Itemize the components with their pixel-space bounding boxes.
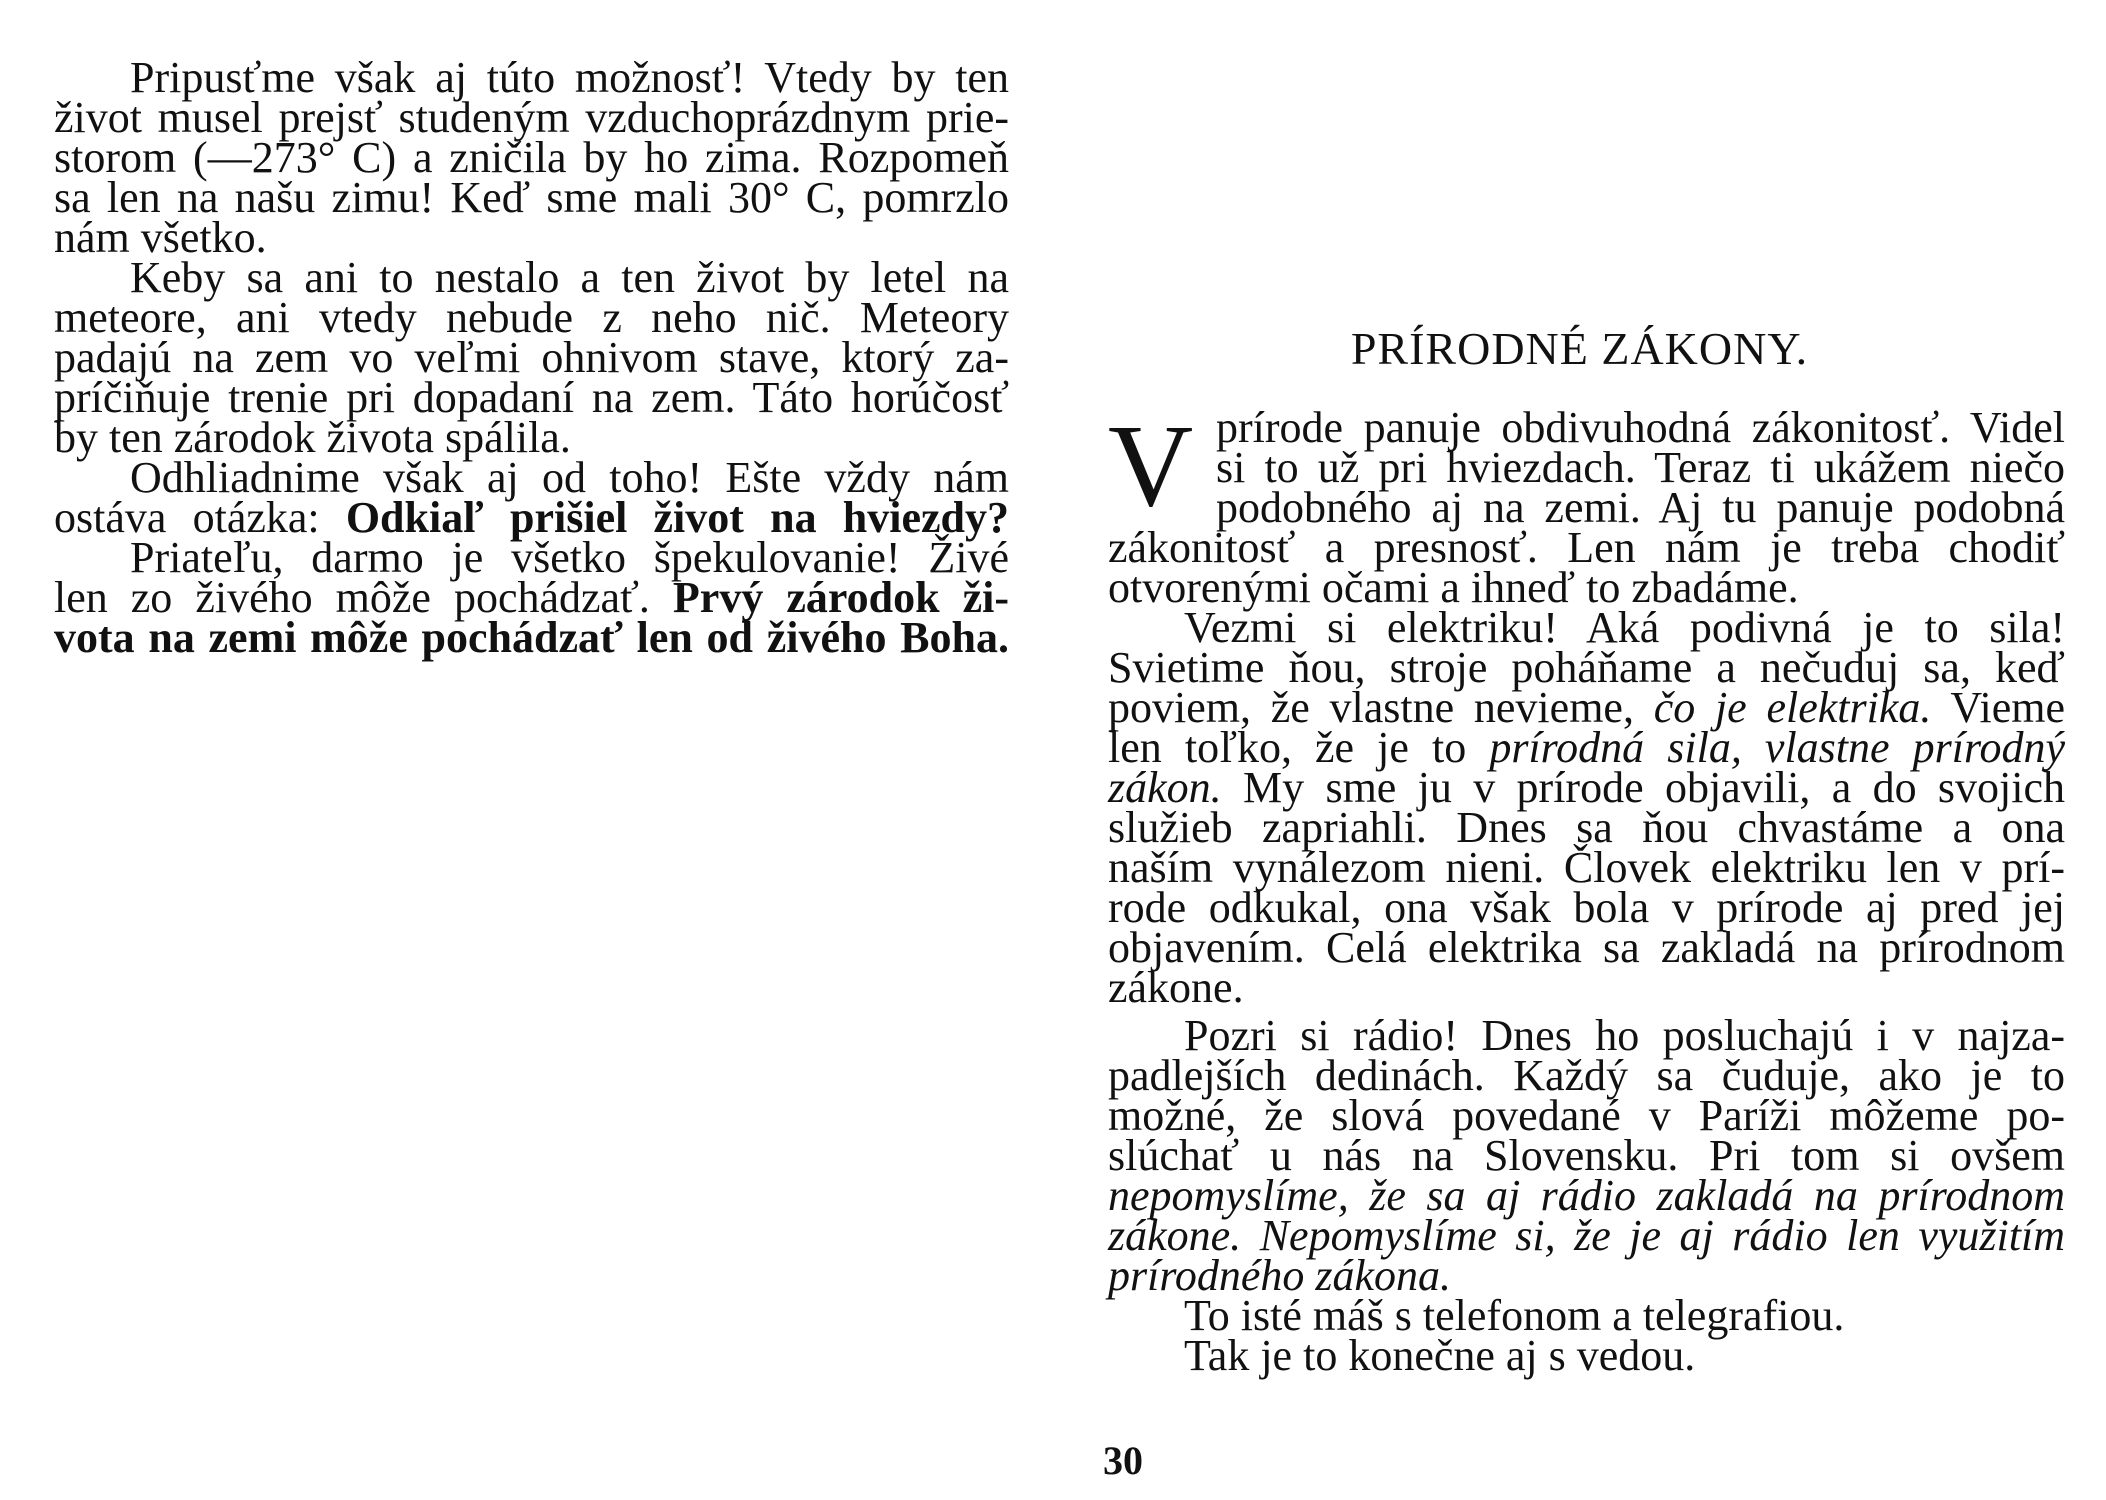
bold-question: Odkiaľ prišiel život na hviezdy? [345, 493, 1009, 542]
text-line: prírode panuje obdivuhodná zákonitosť. Videl [1216, 403, 2065, 452]
left-text-column [54, 53, 1009, 662]
text-line: slúchať u nás na Slovensku. Pri tom si ovšem [1108, 1131, 2065, 1180]
text-line: To isté máš s telefonom a telegrafiou. [1184, 1291, 1845, 1340]
text-line: sa len na našu zimu! Keď sme mali 30° C, pomrzlo [54, 173, 1009, 222]
text-line: padajú na zem vo veľmi ohnivom stave, ktorý za- [54, 333, 1009, 382]
text-line: meteore, ani vtedy nebude z neho nič. Meteory [54, 293, 1009, 342]
right-text-column [1108, 400, 2065, 1380]
text-line: Pozri si rádio! Dnes ho posluchajú i v najza- [1184, 1011, 2065, 1060]
text-line: nám všetko. [54, 213, 267, 262]
text-line: zákonitosť a presnosť. Len nám je treba chodiť [1108, 523, 2065, 572]
text-line: zákone. Nepomyslíme si, že je aj rádio len využitím [1108, 1211, 2065, 1260]
text-line: si to už pri hviezdach. Teraz ti ukážem niečo [1216, 443, 2065, 492]
text-run: ostáva otázka: [54, 493, 346, 542]
page-number: 30 [1103, 1438, 1143, 1483]
text-line: možné, že slová povedané v Paríži môžeme po- [1108, 1091, 2065, 1140]
text-line: padlejších dedinách. Každý sa čuduje, ako je to [1108, 1051, 2065, 1100]
text-line [1108, 763, 2065, 812]
text-line: Tak je to konečne aj s vedou. [1184, 1331, 1696, 1380]
italic-run: zákon. [1108, 763, 1222, 812]
bold-statement: Prvý zárodok ži- [672, 573, 1009, 622]
text-run: len zo živého môže pochádzať. [54, 573, 673, 622]
italic-run: čo je elektrika. [1653, 683, 1932, 732]
text-line [54, 493, 1009, 542]
text-line: naším vynálezom nieni. Človek elektriku len v prí- [1108, 843, 2065, 892]
text-line: Vezmi si elektriku! Aká podivná je to sila! [1184, 603, 2065, 652]
chapter-heading: PRÍRODNÉ ZÁKONY. [1350, 323, 1809, 374]
text-line: Odhliadnime však aj od toho! Ešte vždy nám [130, 453, 1009, 502]
text-line: služieb zapriahli. Dnes sa ňou chvastáme a ona [1108, 803, 2065, 852]
text-line: otvorenými očami a ihneď to zbadáme. [1108, 563, 1799, 612]
text-line: Svietime ňou, stroje poháňame a nečuduj sa, keď [1108, 643, 2065, 692]
text-line: zákone. [1108, 963, 1244, 1012]
text-line: objavením. Celá elektrika sa zakladá na prírodnom [1108, 923, 2065, 972]
text-line [54, 573, 1009, 622]
drop-cap: V [1108, 400, 1194, 531]
right-page [1053, 0, 2106, 1500]
text-run: Vieme [1931, 683, 2065, 732]
text-line: rode odkukal, ona však bola v prírode aj pred jej [1108, 883, 2065, 932]
text-line: príčiňuje trenie pri dopadaní na zem. Táto horúčosť [54, 373, 1009, 422]
text-line [1108, 683, 2065, 732]
text-line [1108, 723, 2065, 772]
text-line: Pripusťme však aj túto možnosť! Vtedy by ten [130, 53, 1009, 102]
text-line: storom (—273° C) a zničila by ho zima. Rozpomeň [54, 133, 1009, 182]
text-run: My sme ju v prírode objavili, a do svojich [1221, 763, 2065, 812]
text-line: Keby sa ani to nestalo a ten život by letel na [130, 253, 1009, 302]
text-line: by ten zárodok života spálila. [54, 413, 571, 462]
text-line: podobného aj na zemi. Aj tu panuje podobná [1216, 483, 2065, 532]
text-run: poviem, že vlastne nevieme, [1108, 683, 1654, 732]
text-line: prírodného zákona. [1108, 1251, 1452, 1300]
text-line: vota na zemi môže pochádzať len od živého Boha. [54, 613, 1009, 662]
text-run: len toľko, že je to [1108, 723, 1490, 772]
text-line: život musel prejsť studeným vzduchoprázdnym prie- [54, 93, 1009, 142]
text-line: Priateľu, darmo je všetko špekulovanie! Živé [130, 533, 1009, 582]
italic-run: prírodná sila, vlastne prírodný [1489, 723, 2065, 772]
text-line: nepomyslíme, že sa aj rádio zakladá na prírodnom [1108, 1171, 2065, 1220]
